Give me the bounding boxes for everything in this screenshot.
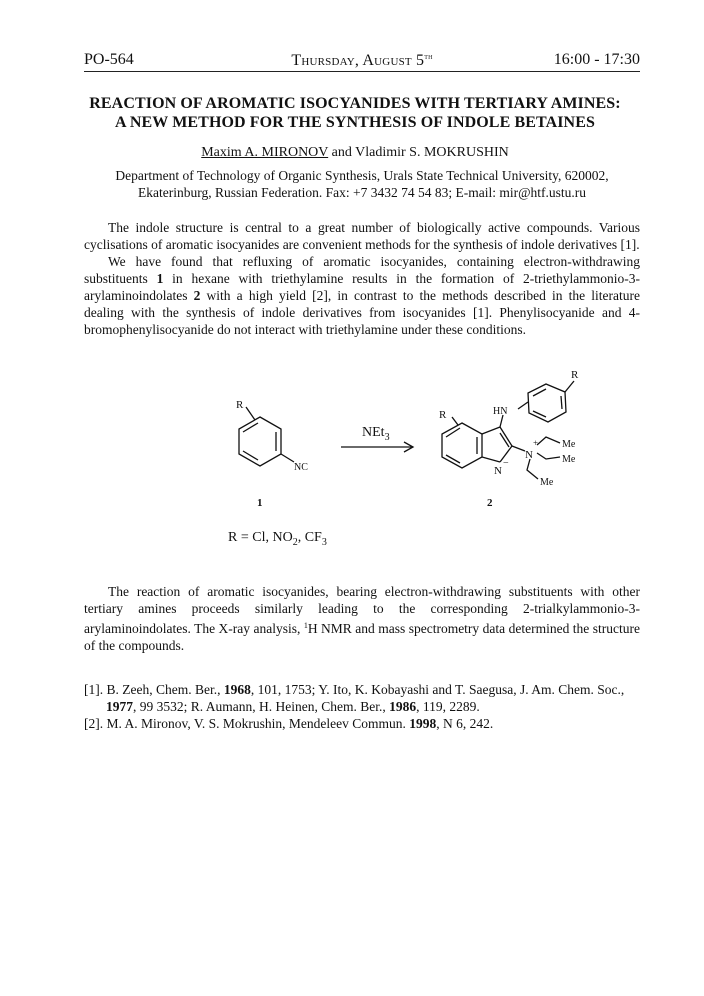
compound-label-2: 2 (487, 497, 493, 509)
n-minus-label: N (494, 465, 502, 477)
ref2-a: [2]. M. A. Mironov, V. S. Mokrushin, Mendeleev Commun. (84, 716, 410, 731)
title-line-1: REACTION OF AROMATIC ISOCYANIDES WITH TERTIARY AMINES: (89, 95, 621, 112)
compound-label-1: 1 (257, 497, 263, 509)
minus-charge: − (503, 458, 509, 469)
references (84, 681, 640, 732)
reaction-arrow (341, 442, 413, 452)
rdef-prefix: R = Cl, NO (228, 530, 293, 545)
session-code: PO-564 (84, 51, 134, 68)
body-conclusion (84, 583, 640, 654)
session-day-sup: th (424, 51, 433, 61)
ref1-d: 1977 (106, 699, 133, 714)
r-label-1: R (236, 399, 244, 411)
n-plus-label: N (525, 449, 533, 461)
compound-ref-1: 1 (156, 271, 164, 286)
ref1-a: [1]. B. Zeeh, Chem. Ber., (84, 682, 224, 697)
r-label-2: R (439, 409, 447, 421)
p3-text-a: The reaction of aromatic isocyanides, bearing electron-withdrawing substituents with other tertiary amines proceeds similarly leading to the corresponding 2-trialkylammonio-3-arylaminoindolates. The X-ray analysis, (84, 584, 640, 636)
rdef-mid: , CF (297, 530, 322, 545)
me-label-3: Me (540, 477, 554, 488)
ref1-e: , 99 3532; R. Aumann, H. Heinen, Chem. Ber., (133, 699, 390, 714)
compound-ref-2: 2 (193, 288, 201, 303)
ref1-c: , 101, 1753; Y. Ito, K. Kobayashi and T. Saegusa, J. Am. Chem. Soc., (250, 682, 625, 697)
me-label-1: Me (562, 439, 576, 450)
r-label-3: R (571, 369, 579, 381)
reagent-label (362, 425, 390, 443)
p2-text-c: in hexane with triethylamine results in the formation of 2-triethylammonio-3-arylaminoindolates (84, 271, 640, 303)
aryl-ring (518, 381, 574, 422)
rdef-sub-2: 3 (321, 536, 327, 548)
co-author: Vladimir S. MOKRUSHIN (355, 145, 509, 160)
paragraph-1: The indole structure is central to a great number of biologically active compounds. Various cyclisations of aromatic isocyanides are convenient methods for the synthesis of indole derivatives [1]. (84, 220, 640, 252)
me-label-2: Me (562, 454, 576, 465)
paragraph-3 (84, 583, 640, 654)
reagent-main: NEt (362, 425, 385, 440)
r-definition (228, 530, 327, 548)
ref2-b: 1998 (409, 716, 437, 731)
ref1-b: 1968 (223, 682, 251, 697)
title-line-2: A NEW METHOD FOR THE SYNTHESIS OF INDOLE BETAINES (115, 114, 595, 131)
plus-charge: + (533, 438, 539, 448)
affiliation-line-2: Ekaterinburg, Russian Federation. Fax: +7 3432 74 54 83; E-mail: mir@htf.ustu.ru (138, 185, 586, 200)
reference-1 (84, 681, 640, 715)
isocyanide-ring (239, 407, 294, 466)
indole-core (442, 415, 525, 468)
presenting-author: Maxim A. MIRONOV (201, 145, 329, 160)
session-time: 16:00 - 17:30 (553, 51, 640, 68)
p3-sup: 1 (303, 621, 308, 630)
nc-label: NC (294, 462, 308, 473)
p2-text-e: with a high yield [2], in contrast to the methods described in the literature dealing with the synthesis of indole derivatives from isocyanides [1]. Phenylisocyanide and 4-bromophenylisocyanide do not interact with triethylamine under these conditions. (84, 288, 640, 337)
p3-text-b: H NMR and mass spectrometry data determined the structure of the compounds. (84, 621, 640, 653)
ref1-f: 1986 (389, 699, 417, 714)
ref1-g: , 119, 2289. (416, 699, 480, 714)
reagent-sub: 3 (384, 432, 390, 443)
affiliation-line-1: Department of Technology of Organic Synthesis, Urals State Technical University, 620002, (115, 168, 609, 183)
rdef-sub-1: 2 (292, 536, 298, 548)
session-day-text: Thursday, August 5 (291, 52, 425, 69)
hn-label: HN (493, 406, 508, 417)
p2-text-a: We have found that refluxing of aromatic isocyanides, containing electron-withdrawing substituents (84, 254, 640, 286)
ref2-c: , N 6, 242. (436, 716, 494, 731)
author-connector: and (328, 145, 356, 160)
reference-2 (84, 715, 640, 732)
